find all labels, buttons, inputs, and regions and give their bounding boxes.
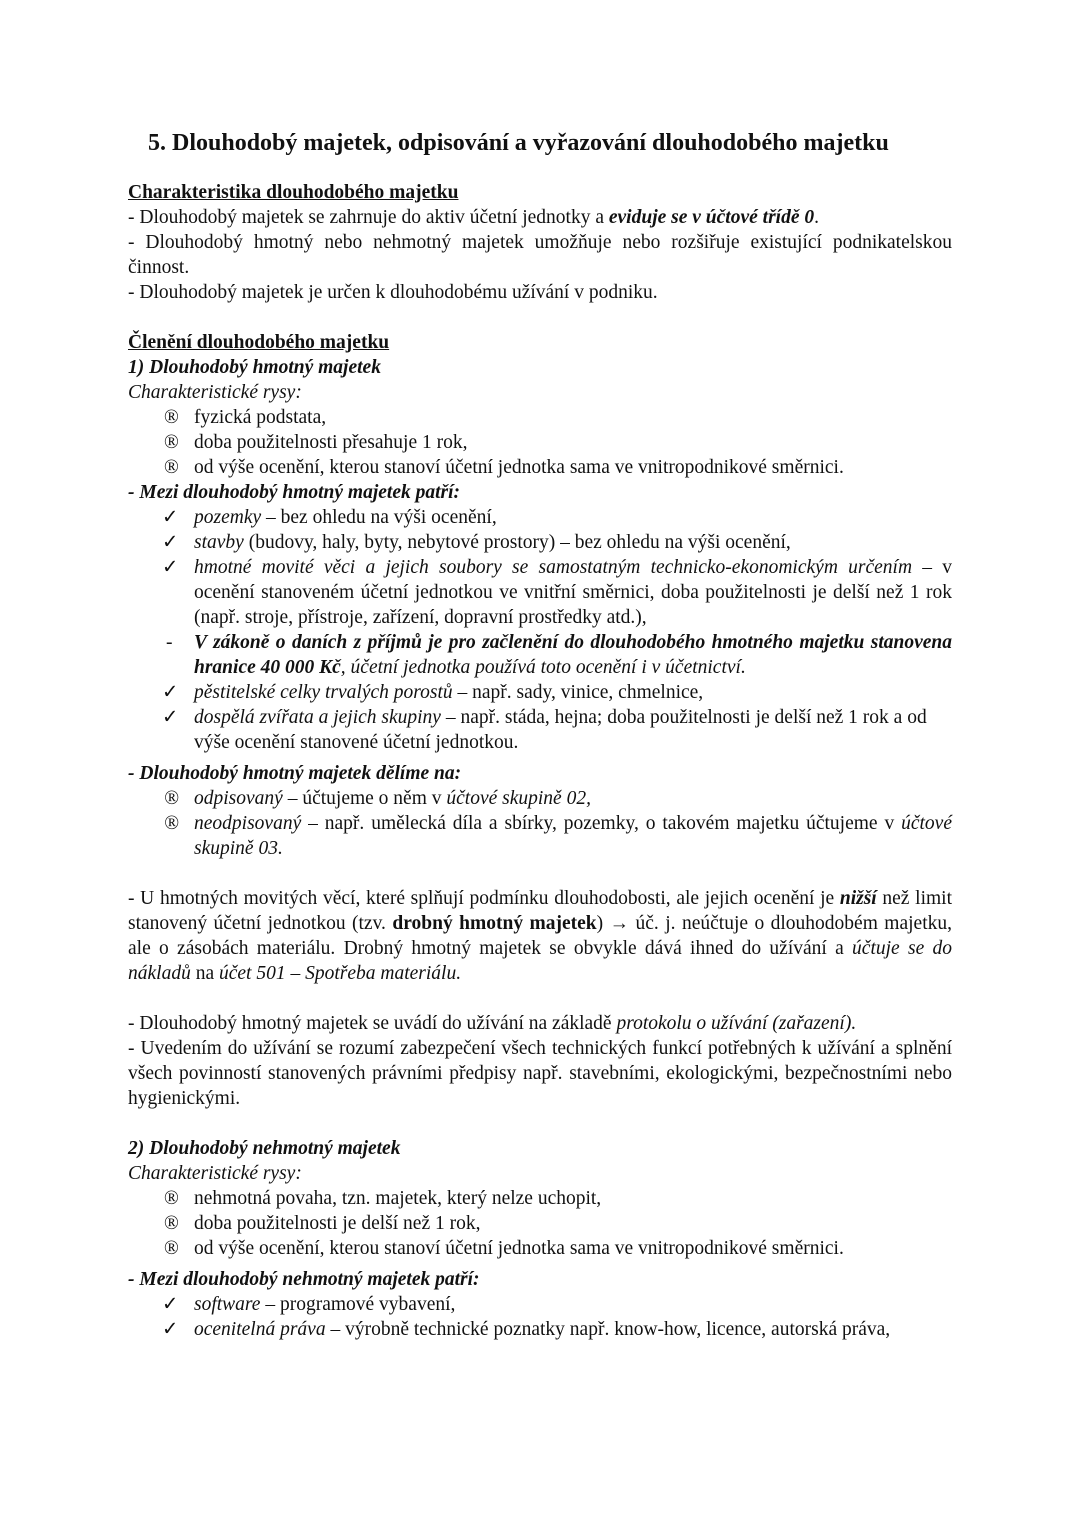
check-icon: ✓ bbox=[162, 682, 179, 703]
section-characteristics bbox=[128, 180, 952, 305]
emphasis: eviduje se v účtové třídě 0 bbox=[608, 207, 815, 228]
list-item-text: doba použitelnosti přesahuje 1 rok, bbox=[194, 432, 468, 453]
emphasis: V zákoně o daních z příjmů je pro začlenění do dlouhodobého hmotného majetku stanovena hranice 40 000 Kč bbox=[194, 632, 952, 678]
text: – bez ohledu na výši ocenění, bbox=[261, 507, 497, 528]
check-icon: ✓ bbox=[162, 507, 179, 528]
check-icon: ✓ bbox=[162, 557, 179, 578]
text: - U hmotných movitých věcí, které splňují podmínku dlouhodobosti, ale jejich ocenění je bbox=[128, 888, 840, 909]
list-item bbox=[128, 786, 952, 811]
term: účtuje se do nákladů bbox=[128, 938, 953, 984]
term: stavby bbox=[194, 532, 244, 553]
list-item bbox=[128, 505, 952, 530]
paragraph: - Dlouhodobý hmotný nebo nehmotný majetek umožňuje nebo rozšiřuje existující podnikatelskou činnost. bbox=[128, 232, 952, 278]
registered-bullet-icon: ® bbox=[164, 813, 179, 834]
subsection-heading: 2) Dlouhodobý nehmotný majetek bbox=[128, 1138, 401, 1159]
subsection-heading: 1) Dlouhodobý hmotný majetek bbox=[128, 357, 381, 378]
text: – např. stáda, hejna; doba použitelnosti je delší než 1 rok a od výše ocenění stanovené účetní jednotkou. bbox=[194, 707, 927, 753]
emphasis: nižší bbox=[839, 888, 877, 909]
paragraph-small-assets bbox=[128, 886, 952, 986]
registered-bullet-icon: ® bbox=[164, 1238, 179, 1259]
registered-bullet-icon: ® bbox=[164, 457, 179, 478]
text: – v ocenění stanoveném účetní jednotkou ve vnitřní směrnici, doba použitelnosti je delší než 1 rok (např. stroje, přístroje, zařízení, dopravní prostředky atd.), bbox=[194, 557, 952, 628]
list-item bbox=[128, 811, 952, 861]
list-item-text: od výše ocenění, kterou stanoví účetní jednotka sama ve vnitropodnikové směrnici. bbox=[194, 1238, 844, 1259]
list-item bbox=[128, 530, 952, 555]
text: - Dlouhodobý majetek se zahrnuje do aktiv účetní jednotky a bbox=[128, 207, 609, 228]
term: odpisovaný bbox=[194, 788, 283, 809]
text: než limit stanovený účetní jednotkou (tzv. bbox=[128, 888, 952, 934]
section-heading: Členění dlouhodobého majetku bbox=[128, 332, 390, 353]
list-item bbox=[128, 630, 952, 680]
list-item bbox=[128, 705, 952, 755]
term: neodpisovaný bbox=[194, 813, 302, 834]
term: pozemky bbox=[194, 507, 262, 528]
list-item bbox=[128, 1236, 952, 1261]
list-item bbox=[128, 555, 952, 630]
text: – např. umělecká díla a sbírky, pozemky, o takovém majetku účtujeme v bbox=[301, 813, 902, 834]
term: pěstitelské celky trvalých porostů bbox=[194, 682, 453, 703]
text: ) → úč. j. neúčtuje o dlouhodobém majetku, ale o zásobách materiálu. Drobný hmotný majetek se obvykle dává ihned do užívání a bbox=[128, 913, 952, 959]
term: protokolu o užívání (zařazení). bbox=[616, 1013, 857, 1034]
term: účtové skupině 02, bbox=[446, 788, 591, 809]
list-item-text: od výše ocenění, kterou stanoví účetní jednotka sama ve vnitropodnikové směrnici. bbox=[194, 457, 844, 478]
term: účtové skupině 03. bbox=[194, 813, 952, 859]
term: dospělá zvířata a jejich skupiny bbox=[194, 707, 441, 728]
list-item bbox=[128, 405, 952, 430]
check-icon: ✓ bbox=[162, 1294, 179, 1315]
text: , účetní jednotka používá toto ocenění i v účetnictví. bbox=[340, 657, 746, 678]
list-item bbox=[128, 455, 952, 480]
text: – účtujeme o něm v bbox=[282, 788, 447, 809]
paragraph bbox=[128, 205, 952, 230]
text: (budovy, haly, byty, nebytové prostory) – bez ohledu na výši ocenění, bbox=[243, 532, 791, 553]
section-heading: Charakteristika dlouhodobého majetku bbox=[128, 182, 459, 203]
list-item-text: doba použitelnosti je delší než 1 rok, bbox=[194, 1213, 481, 1234]
text: – výrobně technické poznatky např. know-how, licence, autorská práva, bbox=[325, 1319, 891, 1340]
list-item-text: nehmotná povaha, tzn. majetek, který nelze uchopit, bbox=[194, 1188, 602, 1209]
list-item bbox=[128, 1292, 952, 1317]
list-item bbox=[128, 1186, 952, 1211]
registered-bullet-icon: ® bbox=[164, 788, 179, 809]
list-heading: - Dlouhodobý hmotný majetek dělíme na: bbox=[128, 763, 462, 784]
page-title: 5. Dlouhodobý majetek, odpisování a vyřazování dlouhodobého majetku bbox=[148, 130, 889, 156]
list-heading: - Mezi dlouhodobý hmotný majetek patří: bbox=[128, 482, 461, 503]
text: - Dlouhodobý hmotný majetek se uvádí do užívání na základě bbox=[128, 1013, 617, 1034]
text: . bbox=[814, 207, 819, 228]
term: účet 501 – Spotřeba materiálu. bbox=[218, 963, 462, 984]
list-label: Charakteristické rysy: bbox=[128, 1163, 302, 1184]
registered-bullet-icon: ® bbox=[164, 1188, 179, 1209]
paragraph bbox=[128, 1011, 952, 1036]
list-item bbox=[128, 430, 952, 455]
registered-bullet-icon: ® bbox=[164, 407, 179, 428]
emphasis: drobný hmotný majetek bbox=[392, 913, 597, 934]
list-item bbox=[128, 1211, 952, 1236]
paragraph: - Dlouhodobý majetek je určen k dlouhodobému užívání v podniku. bbox=[128, 282, 658, 303]
term: ocenitelná práva bbox=[194, 1319, 326, 1340]
registered-bullet-icon: ® bbox=[164, 1213, 179, 1234]
list-item bbox=[128, 1317, 952, 1342]
check-icon: ✓ bbox=[162, 707, 179, 728]
term: software bbox=[194, 1294, 261, 1315]
paragraph: - Uvedením do užívání se rozumí zabezpečení všech technických funkcí potřebných k užívání a splnění všech povinností stanovených právními předpisy např. stavebními, ekologickými, bezpečnostními nebo hygienickými. bbox=[128, 1038, 952, 1109]
list-item bbox=[128, 680, 952, 705]
registered-bullet-icon: ® bbox=[164, 432, 179, 453]
check-icon: ✓ bbox=[162, 1319, 179, 1340]
text: – např. sady, vinice, chmelnice, bbox=[452, 682, 704, 703]
list-label: Charakteristické rysy: bbox=[128, 382, 302, 403]
list-item-text: fyzická podstata, bbox=[194, 407, 327, 428]
term: hmotné movité věci a jejich soubory se samostatným technicko-ekonomickým určením bbox=[194, 557, 913, 578]
list-heading: - Mezi dlouhodobý nehmotný majetek patří: bbox=[128, 1269, 480, 1290]
text: na bbox=[190, 963, 219, 984]
text: – programové vybavení, bbox=[260, 1294, 456, 1315]
check-icon: ✓ bbox=[162, 532, 179, 553]
document-page bbox=[128, 128, 952, 1342]
section-classification bbox=[128, 330, 952, 1342]
dash-bullet-icon: - bbox=[166, 632, 173, 653]
